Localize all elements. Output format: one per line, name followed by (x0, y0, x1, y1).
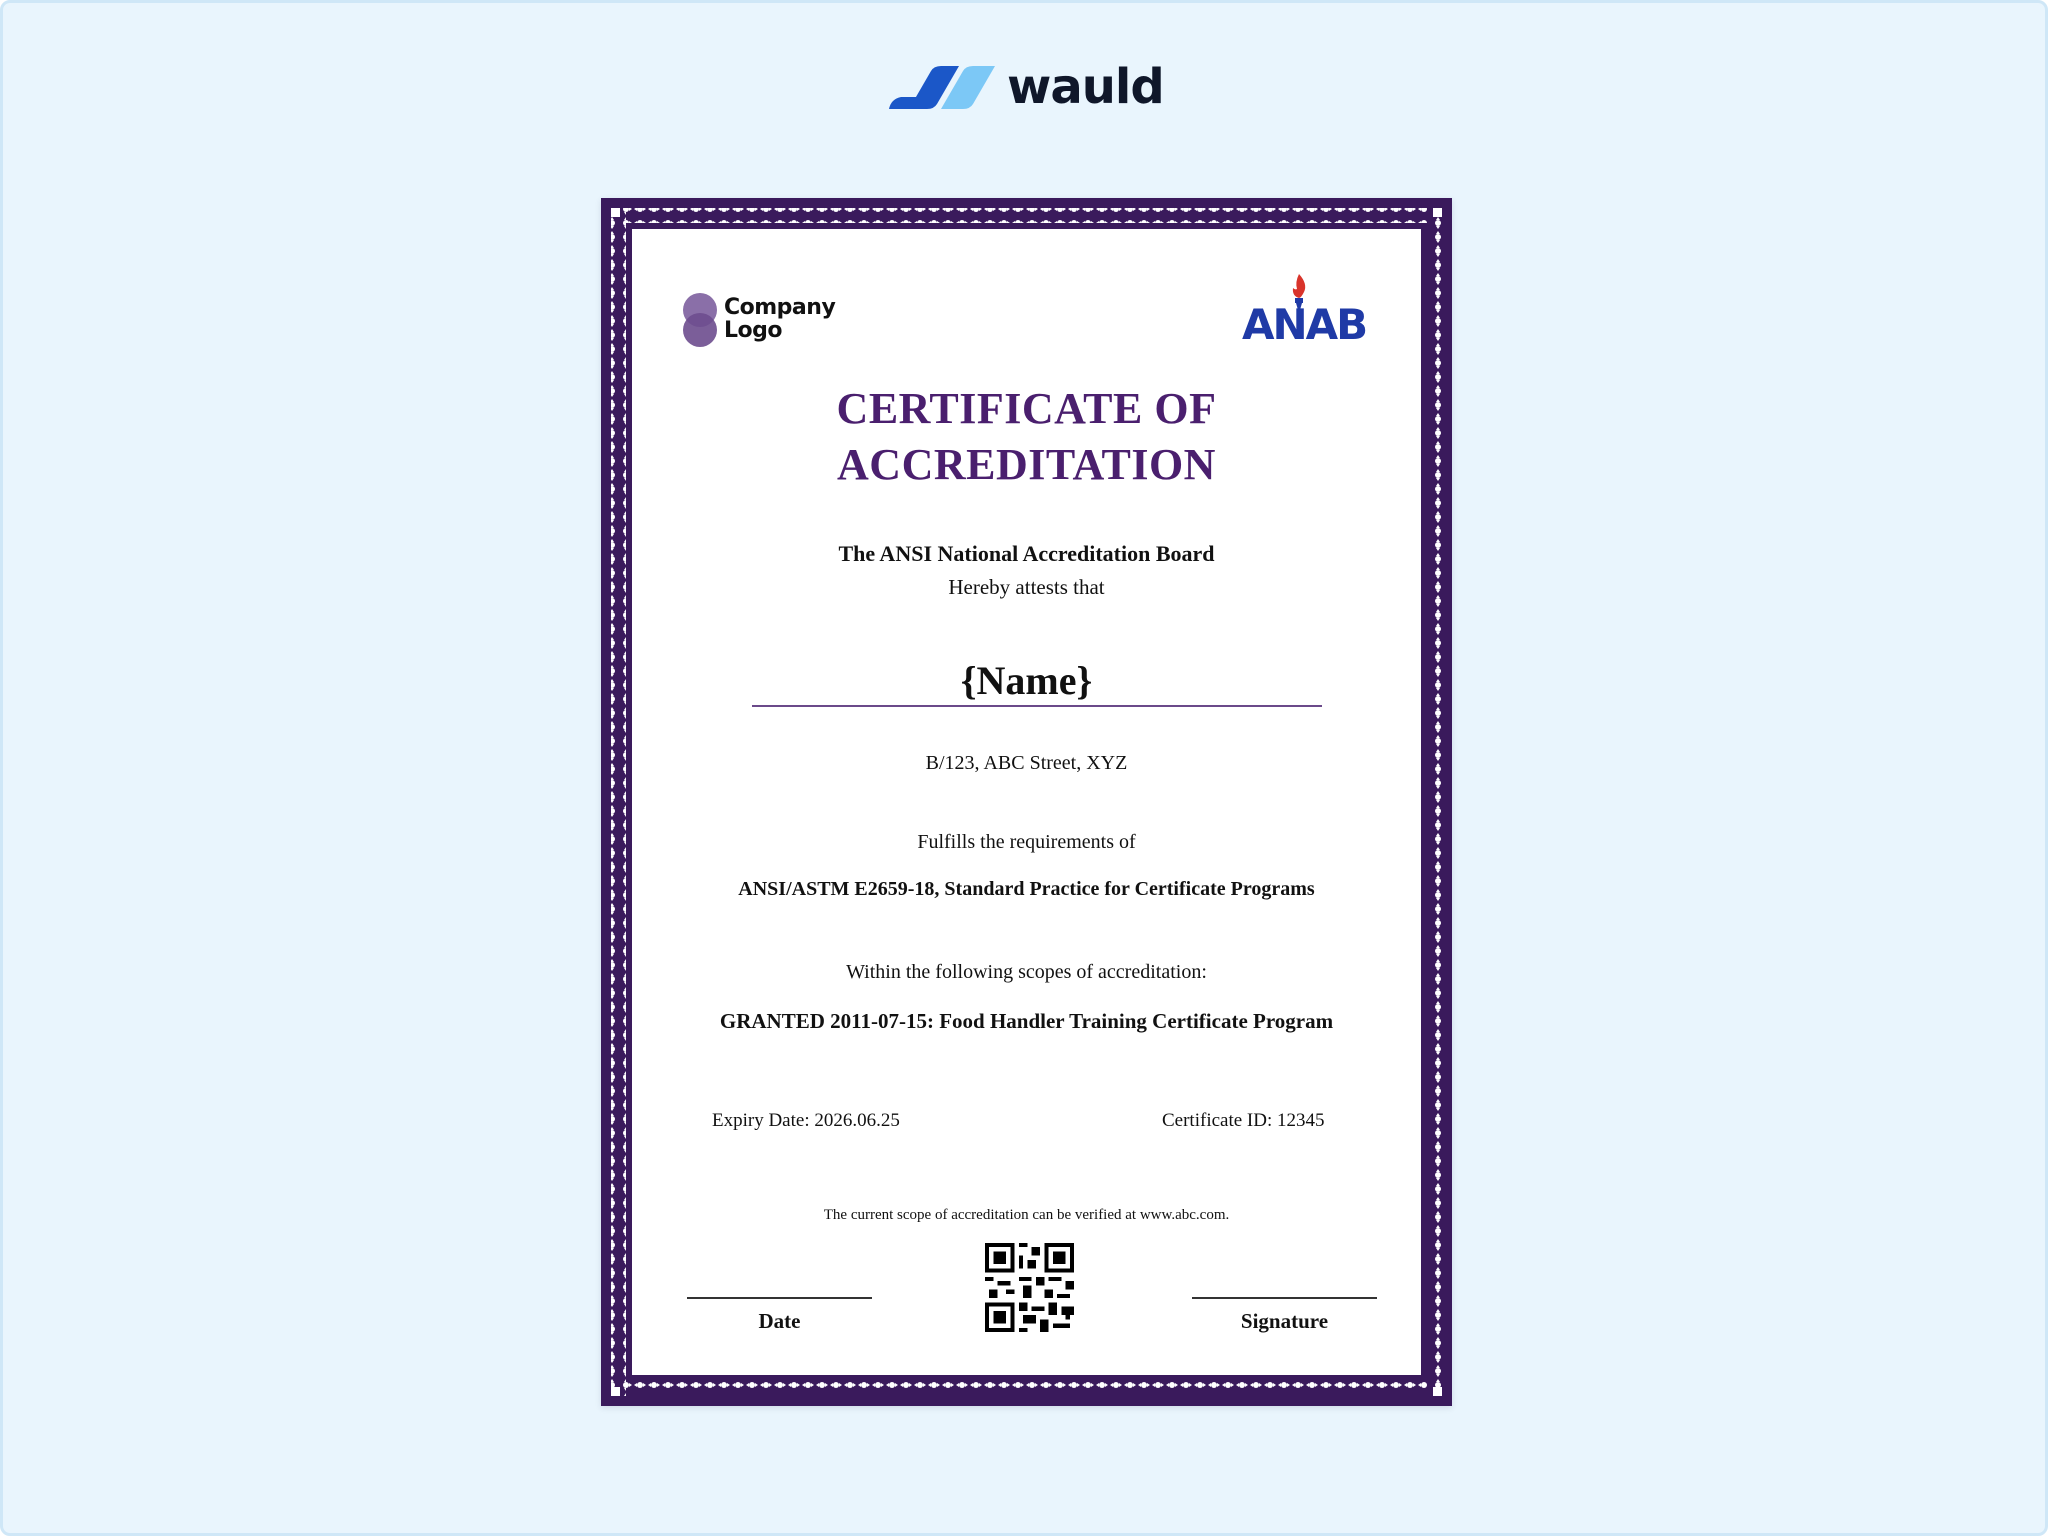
brand-logo (889, 61, 1179, 121)
anab-logo (1242, 272, 1382, 348)
qr-code-icon (985, 1243, 1074, 1332)
scope-intro: Within the following scopes of accreditation: (846, 961, 1207, 983)
date-line (687, 1297, 872, 1299)
signature-line (1192, 1297, 1377, 1299)
company-logo-text: Company Logo (724, 295, 836, 343)
recipient-address: B/123, ABC Street, XYZ (925, 752, 1128, 774)
expiry-date: Expiry Date: 2026.06.25 (712, 1110, 900, 1131)
signature-label: Signature (1240, 1309, 1329, 1333)
certificate-title: CERTIFICATE OF ACCREDITATION (836, 384, 1217, 489)
standard-name: ANSI/ASTM E2659-18, Standard Practice for Certificate Programs (738, 878, 1315, 900)
verify-note: The current scope of accreditation can be verified at www.abc.com. (823, 1207, 1230, 1223)
scope-granted: GRANTED 2011-07-15: Food Handler Training Certificate Program (719, 1009, 1334, 1033)
certificate-id: Certificate ID: 12345 (1162, 1110, 1325, 1131)
fulfills-text: Fulfills the requirements of (917, 831, 1136, 853)
wauld-logo-icon (889, 65, 997, 113)
brand-name: wauld (1007, 59, 1164, 115)
company-logo-icon (682, 292, 722, 352)
certificate-body (632, 229, 1421, 1375)
date-label: Date (758, 1309, 801, 1333)
issuer-name: The ANSI National Accreditation Board (838, 541, 1215, 566)
recipient-name: {Name} (960, 658, 1093, 703)
name-underline (752, 705, 1322, 707)
attests-text: Hereby attests that (948, 575, 1105, 599)
company-logo (682, 292, 842, 354)
anab-logo-text: ANAB (1242, 300, 1367, 349)
certificate (601, 198, 1452, 1406)
